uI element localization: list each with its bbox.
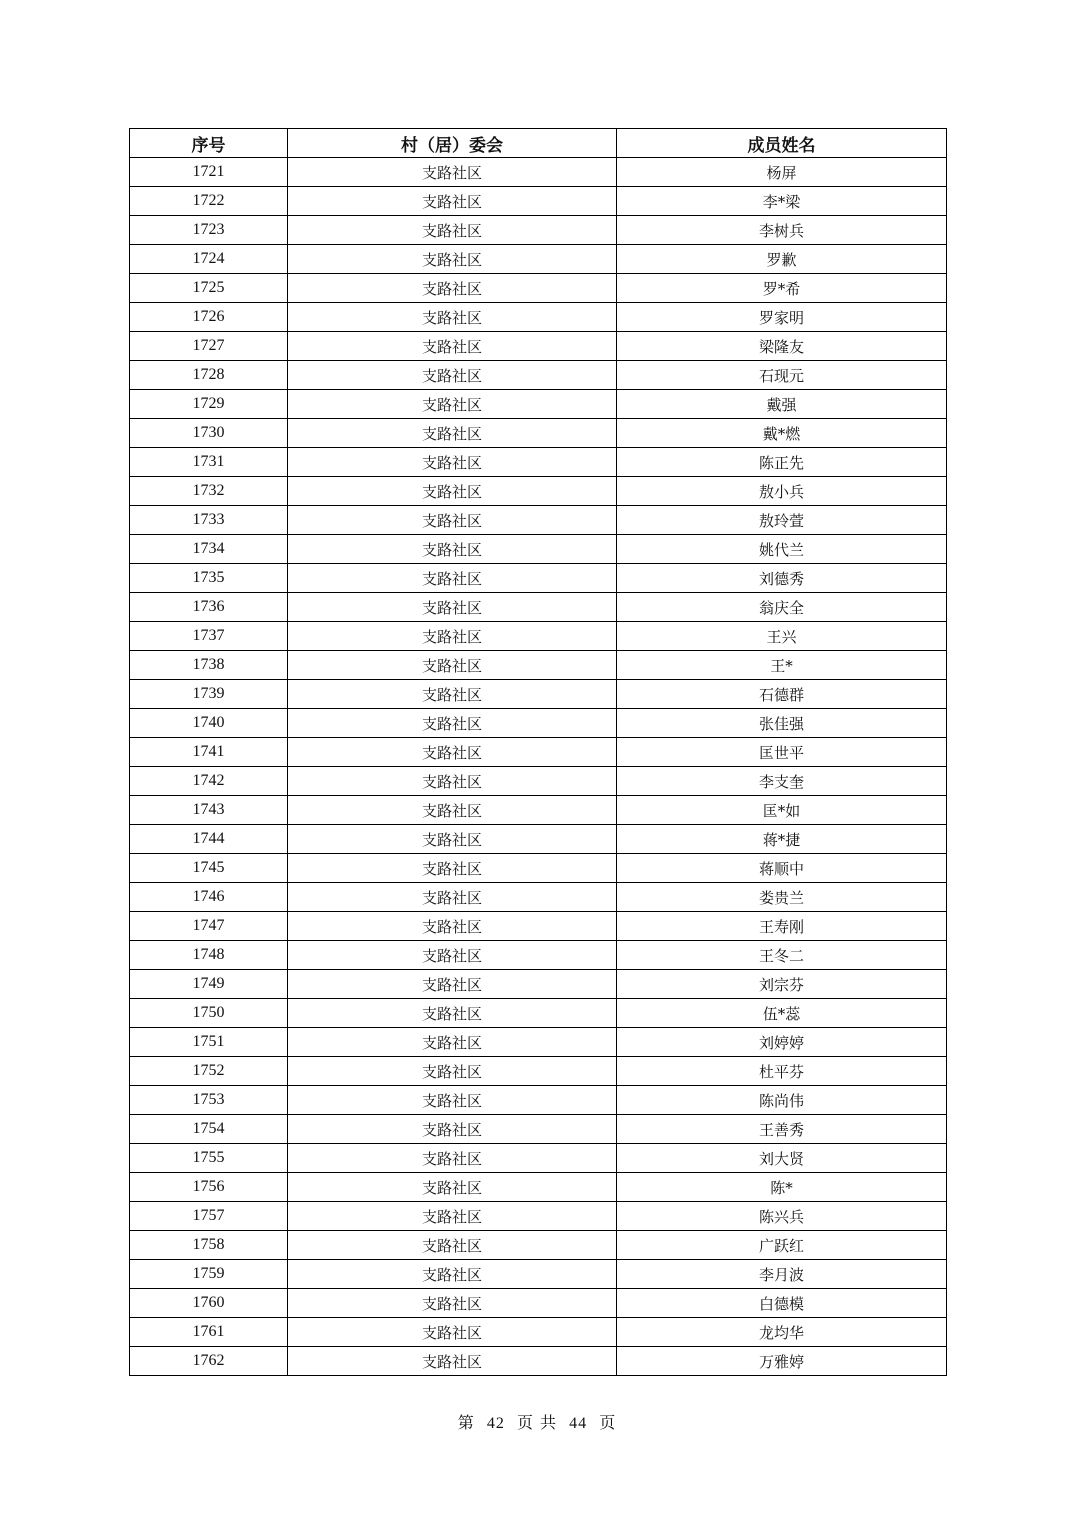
cell-committee: 支路社区 xyxy=(288,245,617,274)
table-row xyxy=(130,709,947,738)
table-row xyxy=(130,564,947,593)
cell-serial-number: 1742 xyxy=(130,767,288,796)
cell-committee: 支路社区 xyxy=(288,1260,617,1289)
cell-member-name: 杨屏 xyxy=(617,158,947,187)
table-row xyxy=(130,738,947,767)
cell-committee: 支路社区 xyxy=(288,1115,617,1144)
table-row xyxy=(130,1115,947,1144)
cell-committee: 支路社区 xyxy=(288,1318,617,1347)
cell-committee: 支路社区 xyxy=(288,1347,617,1376)
table-row xyxy=(130,1231,947,1260)
cell-serial-number: 1731 xyxy=(130,448,288,477)
cell-committee: 支路社区 xyxy=(288,796,617,825)
table-body xyxy=(130,158,947,1376)
cell-committee: 支路社区 xyxy=(288,187,617,216)
cell-serial-number: 1750 xyxy=(130,999,288,1028)
page-footer xyxy=(0,1410,1074,1433)
cell-member-name: 敖小兵 xyxy=(617,477,947,506)
cell-committee: 支路社区 xyxy=(288,158,617,187)
cell-serial-number: 1747 xyxy=(130,912,288,941)
table-row xyxy=(130,245,947,274)
cell-committee: 支路社区 xyxy=(288,1028,617,1057)
table-row xyxy=(130,1260,947,1289)
cell-committee: 支路社区 xyxy=(288,854,617,883)
cell-serial-number: 1723 xyxy=(130,216,288,245)
cell-serial-number: 1724 xyxy=(130,245,288,274)
cell-serial-number: 1745 xyxy=(130,854,288,883)
cell-serial-number: 1749 xyxy=(130,970,288,999)
footer-total-pages: 44 xyxy=(569,1415,588,1432)
cell-serial-number: 1756 xyxy=(130,1173,288,1202)
cell-serial-number: 1732 xyxy=(130,477,288,506)
cell-committee: 支路社区 xyxy=(288,622,617,651)
cell-serial-number: 1721 xyxy=(130,158,288,187)
header-serial-number: 序号 xyxy=(130,129,288,158)
cell-serial-number: 1762 xyxy=(130,1347,288,1376)
cell-committee: 支路社区 xyxy=(288,1144,617,1173)
cell-serial-number: 1736 xyxy=(130,593,288,622)
cell-committee: 支路社区 xyxy=(288,1173,617,1202)
cell-member-name: 姚代兰 xyxy=(617,535,947,564)
cell-serial-number: 1758 xyxy=(130,1231,288,1260)
cell-serial-number: 1757 xyxy=(130,1202,288,1231)
cell-serial-number: 1743 xyxy=(130,796,288,825)
cell-serial-number: 1751 xyxy=(130,1028,288,1057)
cell-serial-number: 1734 xyxy=(130,535,288,564)
cell-serial-number: 1739 xyxy=(130,680,288,709)
table-row xyxy=(130,535,947,564)
table-row xyxy=(130,999,947,1028)
cell-serial-number: 1760 xyxy=(130,1289,288,1318)
cell-member-name: 匡世平 xyxy=(617,738,947,767)
cell-committee: 支路社区 xyxy=(288,941,617,970)
cell-committee: 支路社区 xyxy=(288,1202,617,1231)
cell-member-name: 王* xyxy=(617,651,947,680)
member-table xyxy=(129,128,947,1376)
cell-member-name: 陈兴兵 xyxy=(617,1202,947,1231)
table-row xyxy=(130,1318,947,1347)
cell-member-name: 娄贵兰 xyxy=(617,883,947,912)
cell-member-name: 刘德秀 xyxy=(617,564,947,593)
cell-serial-number: 1761 xyxy=(130,1318,288,1347)
cell-member-name: 刘婷婷 xyxy=(617,1028,947,1057)
table-row xyxy=(130,1086,947,1115)
cell-serial-number: 1737 xyxy=(130,622,288,651)
cell-committee: 支路社区 xyxy=(288,651,617,680)
cell-member-name: 敖玲萱 xyxy=(617,506,947,535)
table-row xyxy=(130,390,947,419)
cell-committee: 支路社区 xyxy=(288,419,617,448)
cell-member-name: 陈* xyxy=(617,1173,947,1202)
cell-member-name: 李月波 xyxy=(617,1260,947,1289)
cell-member-name: 李树兵 xyxy=(617,216,947,245)
cell-committee: 支路社区 xyxy=(288,1086,617,1115)
cell-committee: 支路社区 xyxy=(288,477,617,506)
table-row xyxy=(130,361,947,390)
cell-committee: 支路社区 xyxy=(288,680,617,709)
table-row xyxy=(130,825,947,854)
table-row xyxy=(130,448,947,477)
cell-serial-number: 1735 xyxy=(130,564,288,593)
cell-committee: 支路社区 xyxy=(288,216,617,245)
table-row xyxy=(130,680,947,709)
footer-suffix: 页 xyxy=(599,1413,617,1432)
cell-serial-number: 1730 xyxy=(130,419,288,448)
cell-member-name: 梁隆友 xyxy=(617,332,947,361)
cell-serial-number: 1729 xyxy=(130,390,288,419)
cell-member-name: 蒋顺中 xyxy=(617,854,947,883)
cell-member-name: 戴*燃 xyxy=(617,419,947,448)
cell-serial-number: 1755 xyxy=(130,1144,288,1173)
cell-committee: 支路社区 xyxy=(288,883,617,912)
table-row xyxy=(130,506,947,535)
table-header-row xyxy=(130,129,947,158)
cell-committee: 支路社区 xyxy=(288,506,617,535)
table-row xyxy=(130,970,947,999)
cell-committee: 支路社区 xyxy=(288,970,617,999)
cell-member-name: 王善秀 xyxy=(617,1115,947,1144)
cell-member-name: 陈正先 xyxy=(617,448,947,477)
cell-serial-number: 1752 xyxy=(130,1057,288,1086)
table-row xyxy=(130,332,947,361)
cell-committee: 支路社区 xyxy=(288,912,617,941)
cell-committee: 支路社区 xyxy=(288,448,617,477)
cell-committee: 支路社区 xyxy=(288,709,617,738)
cell-committee: 支路社区 xyxy=(288,564,617,593)
cell-committee: 支路社区 xyxy=(288,361,617,390)
table-row xyxy=(130,593,947,622)
table-row xyxy=(130,1144,947,1173)
cell-serial-number: 1733 xyxy=(130,506,288,535)
cell-serial-number: 1744 xyxy=(130,825,288,854)
cell-serial-number: 1726 xyxy=(130,303,288,332)
cell-committee: 支路社区 xyxy=(288,593,617,622)
cell-serial-number: 1746 xyxy=(130,883,288,912)
header-member-name: 成员姓名 xyxy=(617,129,947,158)
table-row xyxy=(130,187,947,216)
table-row xyxy=(130,477,947,506)
table-row xyxy=(130,796,947,825)
cell-committee: 支路社区 xyxy=(288,1289,617,1318)
cell-serial-number: 1722 xyxy=(130,187,288,216)
header-committee: 村（居）委会 xyxy=(288,129,617,158)
table-row xyxy=(130,767,947,796)
cell-serial-number: 1728 xyxy=(130,361,288,390)
footer-prefix: 第 xyxy=(457,1413,475,1432)
table-row xyxy=(130,883,947,912)
table-row xyxy=(130,1347,947,1376)
cell-committee: 支路社区 xyxy=(288,535,617,564)
table-row xyxy=(130,912,947,941)
cell-member-name: 匡*如 xyxy=(617,796,947,825)
cell-committee: 支路社区 xyxy=(288,738,617,767)
cell-member-name: 张佳强 xyxy=(617,709,947,738)
cell-member-name: 王冬二 xyxy=(617,941,947,970)
cell-serial-number: 1741 xyxy=(130,738,288,767)
cell-member-name: 王寿刚 xyxy=(617,912,947,941)
cell-member-name: 李*梁 xyxy=(617,187,947,216)
cell-committee: 支路社区 xyxy=(288,1057,617,1086)
cell-committee: 支路社区 xyxy=(288,999,617,1028)
table-row xyxy=(130,158,947,187)
table-row xyxy=(130,854,947,883)
table-row xyxy=(130,303,947,332)
table-row xyxy=(130,274,947,303)
cell-committee: 支路社区 xyxy=(288,767,617,796)
cell-member-name: 龙均华 xyxy=(617,1318,947,1347)
table-row xyxy=(130,1173,947,1202)
cell-member-name: 伍*蕊 xyxy=(617,999,947,1028)
cell-member-name: 白德模 xyxy=(617,1289,947,1318)
cell-serial-number: 1725 xyxy=(130,274,288,303)
cell-member-name: 戴强 xyxy=(617,390,947,419)
table-row xyxy=(130,1289,947,1318)
cell-serial-number: 1740 xyxy=(130,709,288,738)
cell-committee: 支路社区 xyxy=(288,825,617,854)
cell-member-name: 罗歉 xyxy=(617,245,947,274)
cell-member-name: 蒋*捷 xyxy=(617,825,947,854)
cell-committee: 支路社区 xyxy=(288,303,617,332)
cell-committee: 支路社区 xyxy=(288,390,617,419)
cell-committee: 支路社区 xyxy=(288,332,617,361)
cell-serial-number: 1754 xyxy=(130,1115,288,1144)
cell-member-name: 陈尚伟 xyxy=(617,1086,947,1115)
table-row xyxy=(130,1028,947,1057)
cell-member-name: 杜平芬 xyxy=(617,1057,947,1086)
cell-serial-number: 1753 xyxy=(130,1086,288,1115)
table-row xyxy=(130,941,947,970)
cell-member-name: 石德群 xyxy=(617,680,947,709)
cell-member-name: 罗家明 xyxy=(617,303,947,332)
cell-member-name: 李支奎 xyxy=(617,767,947,796)
cell-committee: 支路社区 xyxy=(288,1231,617,1260)
cell-member-name: 万雅婷 xyxy=(617,1347,947,1376)
cell-member-name: 广跃红 xyxy=(617,1231,947,1260)
table-row xyxy=(130,1057,947,1086)
table-row xyxy=(130,651,947,680)
table-row xyxy=(130,419,947,448)
cell-serial-number: 1759 xyxy=(130,1260,288,1289)
cell-serial-number: 1748 xyxy=(130,941,288,970)
cell-member-name: 石现元 xyxy=(617,361,947,390)
table-row xyxy=(130,622,947,651)
cell-serial-number: 1738 xyxy=(130,651,288,680)
table-row xyxy=(130,1202,947,1231)
cell-committee: 支路社区 xyxy=(288,274,617,303)
cell-member-name: 王兴 xyxy=(617,622,947,651)
table-row xyxy=(130,216,947,245)
cell-member-name: 罗*希 xyxy=(617,274,947,303)
cell-member-name: 刘宗芬 xyxy=(617,970,947,999)
footer-middle: 页 共 xyxy=(516,1413,558,1432)
cell-member-name: 刘大贤 xyxy=(617,1144,947,1173)
cell-member-name: 翁庆全 xyxy=(617,593,947,622)
cell-serial-number: 1727 xyxy=(130,332,288,361)
footer-current-page: 42 xyxy=(486,1415,505,1432)
